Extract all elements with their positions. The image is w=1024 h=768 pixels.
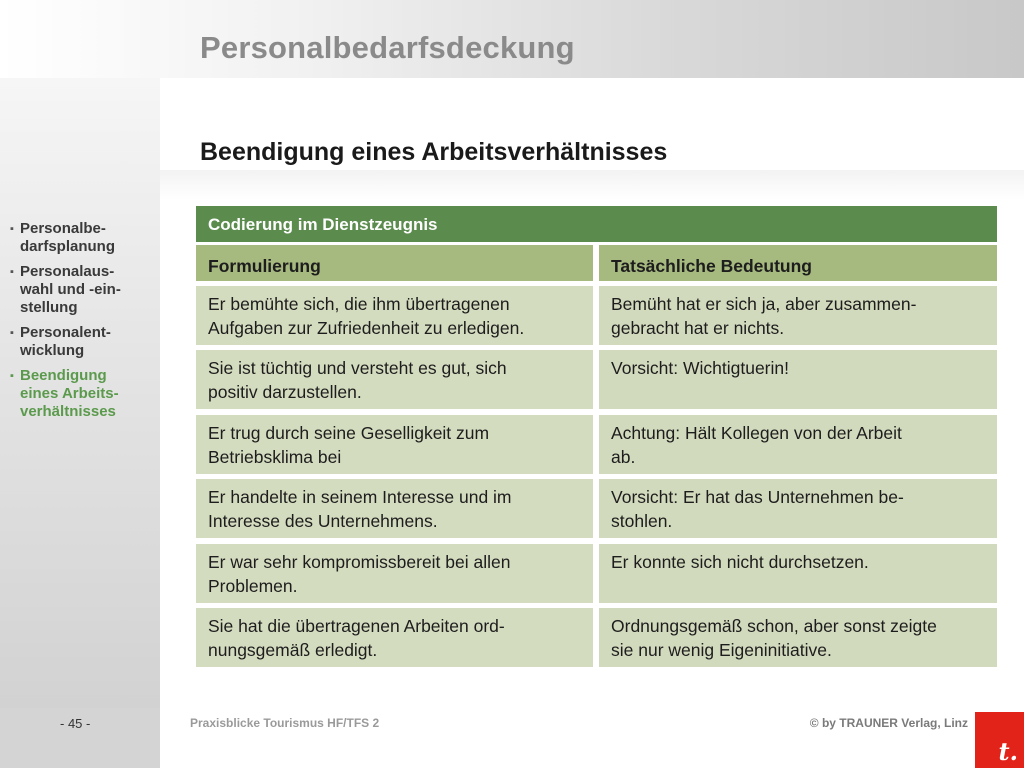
table-cell-bedeutung: Ordnungsgemäß schon, aber sonst zeigte sie nur wenig Eigeninitiative. xyxy=(599,608,997,667)
table-cell-bedeutung: Achtung: Hält Kollegen von der Arbeit ab. xyxy=(599,415,997,474)
section-subtitle: Beendigung eines Arbeitsverhältnisses xyxy=(200,138,668,166)
page-number: - 45 - xyxy=(60,716,91,731)
logo-icon: t. xyxy=(998,737,1018,766)
footer-publication: Praxisblicke Tourismus HF/TFS 2 xyxy=(190,716,380,730)
trauner-logo xyxy=(975,712,1024,768)
table-cell-bedeutung: Bemüht hat er sich ja, aber zusammen- gebracht hat er nichts. xyxy=(599,286,997,345)
sidebar-item-label: Personalaus- wahl und -ein- stellung xyxy=(20,263,121,316)
bullet-icon: ▪ xyxy=(10,370,14,382)
sidebar-nav xyxy=(10,220,150,428)
table-cell-formulierung: Sie ist tüchtig und versteht es gut, sich positiv darzustellen. xyxy=(196,350,593,409)
table-cell-formulierung: Er bemühte sich, die ihm übertragenen Aufgaben zur Zufriedenheit zu erledigen. xyxy=(196,286,593,345)
sidebar-item-personalentwicklung[interactable] xyxy=(10,324,150,360)
table-cell-bedeutung: Vorsicht: Er hat das Unternehmen be- stohlen. xyxy=(599,479,997,538)
sidebar-item-label: Beendigung eines Arbeits- verhältnisses xyxy=(20,367,119,420)
table-cell-formulierung: Er war sehr kompromissbereit bei allen Problemen. xyxy=(196,544,593,603)
bullet-icon: ▪ xyxy=(10,266,14,278)
table-cell-formulierung: Er handelte in seinem Interesse und im Interesse des Unternehmens. xyxy=(196,479,593,538)
page-title: Personalbedarfsdeckung xyxy=(200,30,575,65)
divider xyxy=(160,170,1024,200)
sidebar-item-personalauswahl[interactable] xyxy=(10,263,150,317)
column-header-formulierung: Formulierung xyxy=(196,245,593,281)
bullet-icon: ▪ xyxy=(10,223,14,235)
table-cell-formulierung: Er trug durch seine Geselligkeit zum Betriebsklima bei xyxy=(196,415,593,474)
sidebar-item-label: Personalent- wicklung xyxy=(20,324,111,359)
sidebar-item-label: Personalbe- darfsplanung xyxy=(20,220,116,255)
sidebar-item-personalbedarfsplanung[interactable] xyxy=(10,220,150,256)
table-cell-formulierung: Sie hat die übertragenen Arbeiten ord- nungsgemäß erledigt. xyxy=(196,608,593,667)
column-header-bedeutung: Tatsächliche Bedeutung xyxy=(599,245,997,281)
bullet-icon: ▪ xyxy=(10,327,14,339)
table-cell-bedeutung: Er konnte sich nicht durchsetzen. xyxy=(599,544,997,603)
table-heading: Codierung im Dienstzeugnis xyxy=(196,206,997,242)
table-cell-bedeutung: Vorsicht: Wichtigtuerin! xyxy=(599,350,997,409)
footer-copyright: © by TRAUNER Verlag, Linz xyxy=(809,716,968,730)
sidebar-item-beendigung[interactable] xyxy=(10,367,150,421)
